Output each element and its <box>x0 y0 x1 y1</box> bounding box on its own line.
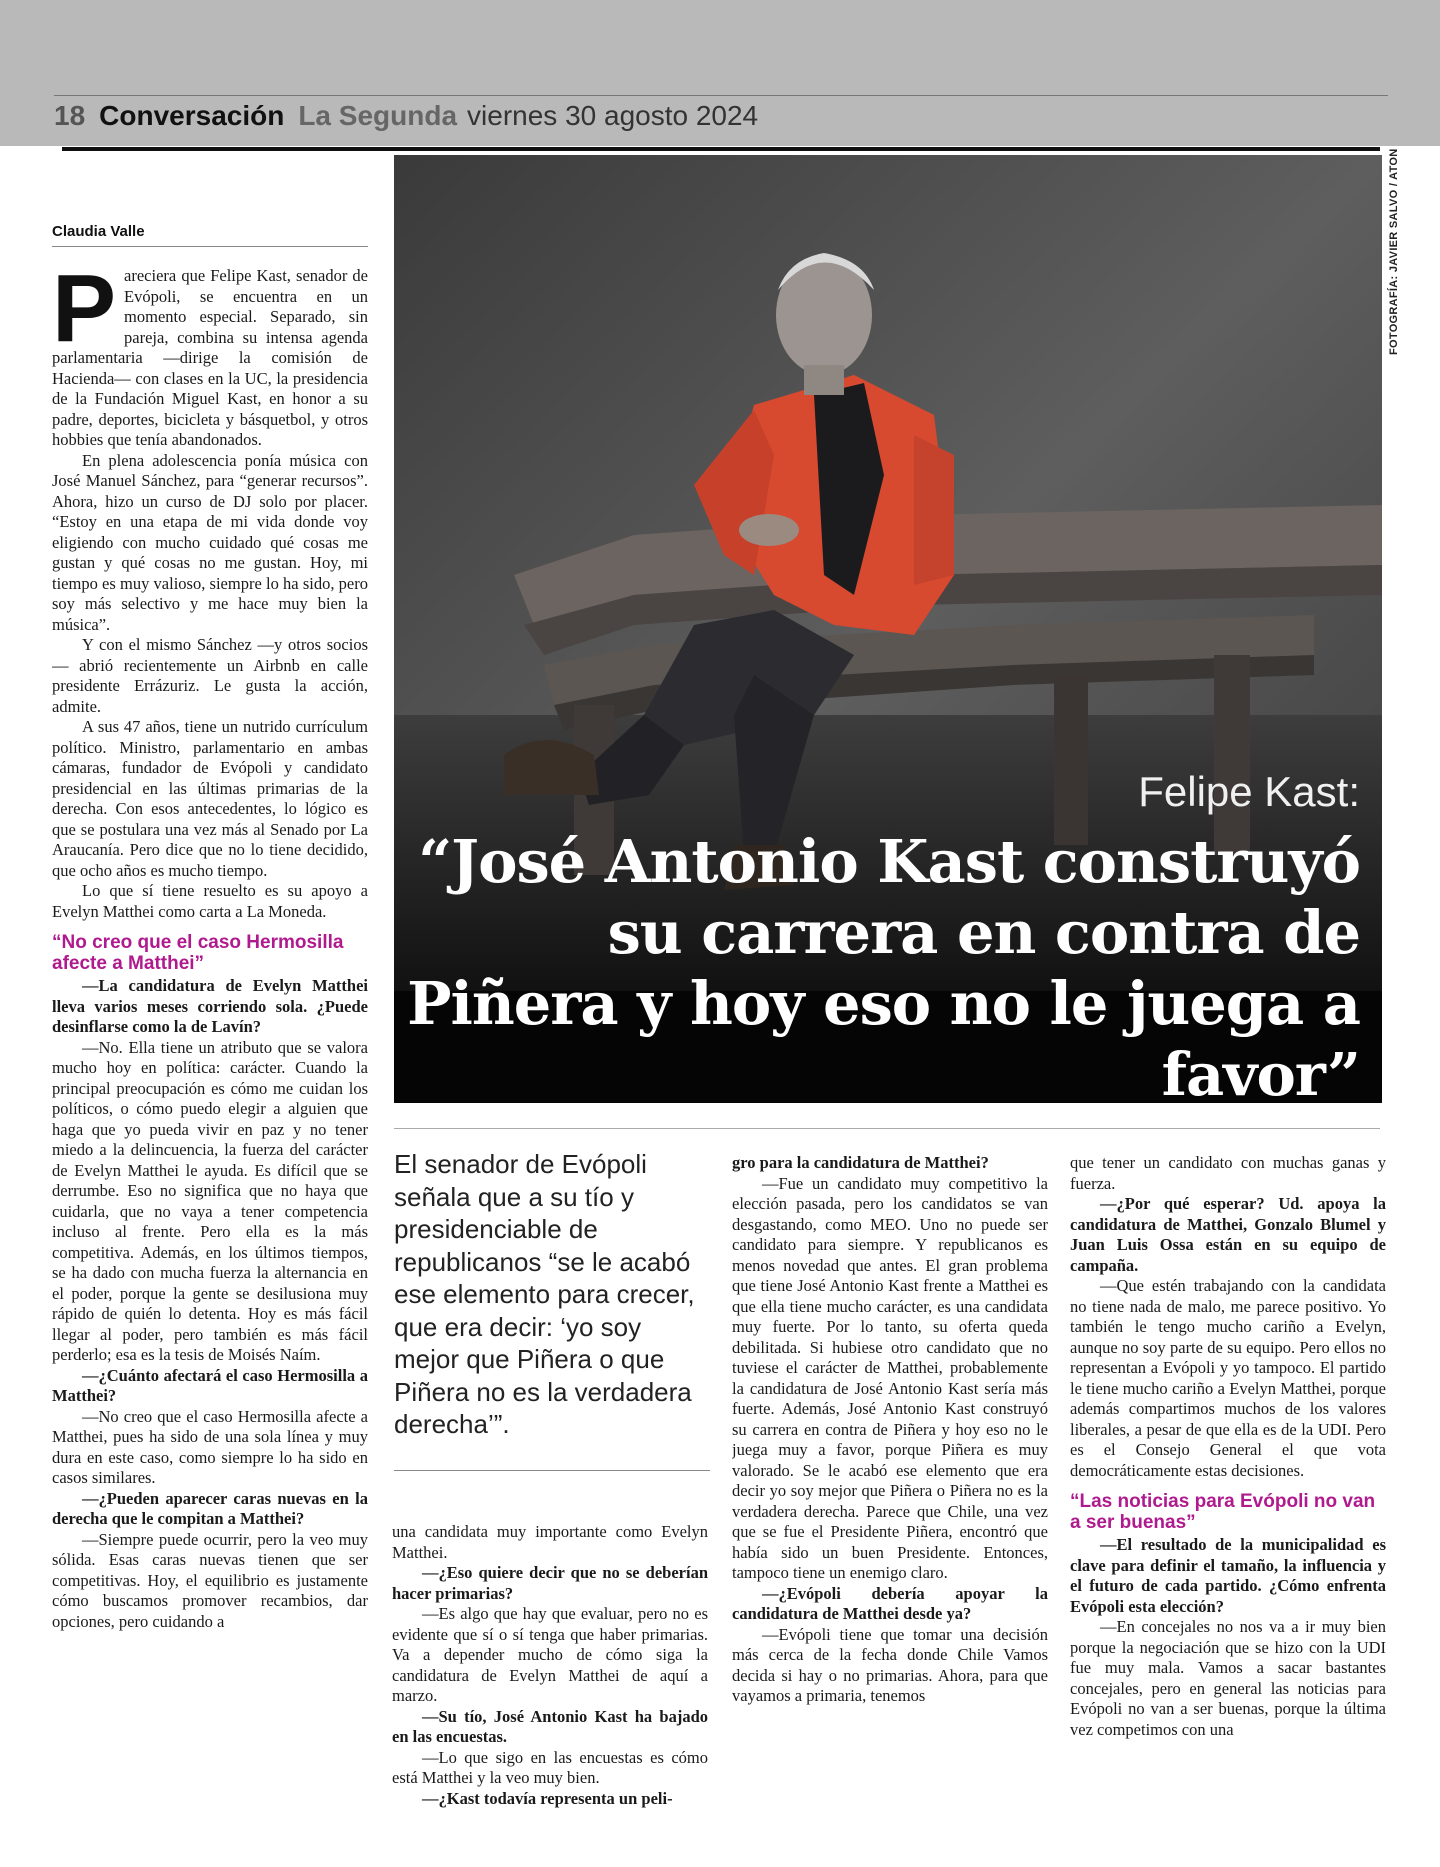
byline-rule <box>52 246 368 247</box>
interview-question: —¿Kast todavía representa un peli- <box>422 1788 673 1808</box>
interview-answer: —Evópoli tiene que tomar una decisión más cerca de la fecha donde Chile Vamos decida si hay o no primarias. Ahora, para que vayamos a primaria, tenemos <box>732 1624 1048 1705</box>
interviewee-name: Felipe Kast: <box>1138 768 1360 815</box>
column-2 <box>392 1522 708 1837</box>
newspaper-name: La Segunda <box>298 100 458 131</box>
interview-answer: —En concejales no nos va a ir muy bien porque la negociación que se hizo con la UDI fue muy mala. Vamos a sacar bastantes concejales, pero en general las noticias para Evópoli no van a ser buenas, porque la última vez competimos con una <box>1070 1617 1386 1739</box>
section-title: Conversación <box>99 100 285 131</box>
interview-answer: —Siempre puede ocurrir, pero la veo muy sólida. Esas caras nuevas tienen que ser competitivas. Hoy, el equilibrio es justamente cómo buscamos promover recambios, dar opciones, pero cuidando a <box>52 1529 368 1631</box>
body-paragraph: En plena adolescencia ponía música con José Manuel Sánchez, para “generar recursos”. Ahora, hizo un curso de DJ solo por placer. “Estoy en una etapa de mi vida donde voy eligiendo con mucho cuidado qué cosas me gustan y qué cosas no me gustan. Hoy, mi tiempo es muy valioso, siempre lo ha sido, pero soy más selectivo y me hace muy bien la música”. <box>52 450 368 634</box>
subheading: “Las noticias para Evópoli no van a ser buenas” <box>1070 1491 1376 1533</box>
header-top-rule <box>54 95 1388 96</box>
interview-question: —La candidatura de Evelyn Matthei lleva varios meses corriendo sola. ¿Puede desinflarse como la de Lavín? <box>52 976 368 1036</box>
interview-question: —Su tío, José Antonio Kast ha bajado en las encuestas. <box>392 1706 708 1746</box>
body-paragraph: Y con el mismo Sánchez —y otros socios— abrió recientemente un Airbnb en calle presidente Errázuriz. Le gusta la acción, admite. <box>52 635 368 716</box>
body-paragraph: que tener un candidato con muchas ganas y fuerza. <box>1070 1153 1386 1193</box>
lead-paragraph <box>52 266 368 451</box>
interview-question: —¿Por qué esperar? Ud. apoya la candidatura de Matthei, Gonzalo Blumel y Juan Luis Ossa están en su equipo de campaña. <box>1070 1194 1386 1275</box>
lead-text: areciera que Felipe Kast, senador de Evópoli, se encuentra en un momento especial. Separado, sin pareja, combina su intensa agenda parlamentaria —dirige la comisión de Hacienda— con clases en la UC, la presidencia de la Fundación Miguel Kast, en honor a su padre, deportes, bicicleta y básquetbol, y otros hobbies que tenía abandonados. <box>52 266 368 449</box>
pull-quote-top-rule <box>394 1128 1380 1129</box>
author-byline: Claudia Valle <box>52 223 145 240</box>
issue-date: viernes 30 agosto 2024 <box>467 100 759 131</box>
interview-question: —El resultado de la municipalidad es clave para definir el tamaño, la influencia y el futuro de cada partido. ¿Cómo enfrenta Evópoli esta elección? <box>1070 1535 1386 1616</box>
interview-answer: —Es algo que hay que evaluar, pero no es evidente que sí o sí tenga que haber primarias. Va a depender mucho de cómo siga la candidatura de Evelyn Matthei de aquí a marzo. <box>392 1604 708 1705</box>
interview-answer: —No creo que el caso Hermosilla afecte a Matthei, pues ha sido de una sola línea y muy dura en este caso, como siempre lo ha sido en casos similares. <box>52 1406 368 1487</box>
photo-credit: FOTOGRAFÍA: JAVIER SALVO / ATON <box>1388 148 1400 355</box>
column-1 <box>52 266 368 1831</box>
column-3 <box>732 1153 1048 1837</box>
interview-question: —¿Pueden aparecer caras nuevas en la derecha que le compitan a Matthei? <box>52 1488 368 1528</box>
interview-question: gro para la candidatura de Matthei? <box>732 1153 989 1172</box>
interview-answer: —Lo que sigo en las encuestas es cómo está Matthei y la veo muy bien. <box>392 1747 708 1787</box>
headline: “José Antonio Kast construyó su carrera en contra de Piñera y hoy eso no le juega a favor” <box>407 827 1360 1109</box>
interview-answer: —Fue un candidato muy competitivo la elección pasada, pero los candidatos se van desgastando, como MEO. Uno no puede ser candidato para siempre. Y republicanos es menos novedad que antes. El gran problema que tiene José Antonio Kast frente a Matthei es que ella tiene mucho carácter, es una candidata muy fuerte. Por lo tanto, su oferta queda debilitada. Si hubiese otro candidato que no tuviese el carácter de Matthei, probablemente la candidatura de José Antonio Kast sería más fuerte. Además, José Antonio Kast construyó su carrera en contra de Piñera y hoy eso no le juega muy a favor, porque Piñera es muy valorado. Se le acabó ese elemento que era decir yo soy mejor que Piñera o Piñera no es la verdadera derecha. Parece que Chile, una vez que se fue el Presidente Piñera, encontró que había sido un buen Presidente. Entonces, tampoco tiene un enemigo claro. <box>732 1173 1048 1582</box>
drop-cap: P <box>52 266 117 362</box>
interview-question: —¿Eso quiere decir que no se deberían hacer primarias? <box>392 1563 708 1603</box>
interview-answer: —No. Ella tiene un atributo que se valora mucho hoy en política: carácter. Cuando la principal preocupación es cómo me cuidan los políticos, o cómo puedo elegir a alguien que haga que yo pueda vivir en paz y no tener miedo a la delincuencia, la fuerza del carácter de Evelyn Matthei le ayuda. Es difícil que se derrumbe. Eso no significa que no haya que cuidarla, que no vaya a tener competencia incluso al frente. Pero ella es la más competitiva. Además, en los últimos tiempos, se ha dado con mucha fuerza la alternancia en el poder, porque la gente se desilusiona muy rápido de quién lo detenta. Hoy es más fácil llegar al poder, pero también es más fácil perderlo; esa es la tesis de Moisés Naím. <box>52 1037 368 1364</box>
pull-quote: El senador de Evópoli señala que a su tío y presidenciable de republicanos “se le acabó ese elemento para crecer, que era decir: ‘yo soy mejor que Piñera o que Piñera no es la verdadera derecha’”. <box>394 1149 695 1439</box>
page-number: 18 <box>54 100 86 131</box>
interview-question: —¿Evópoli debería apoyar la candidatura de Matthei desde ya? <box>732 1583 1048 1623</box>
pull-quote-bottom-rule <box>394 1470 710 1471</box>
body-paragraph: una candidata muy importante como Evelyn Matthei. <box>392 1522 708 1562</box>
header-rule <box>62 147 1380 151</box>
interview-answer: —Que estén trabajando con la candidata no tiene nada de malo, me parece positivo. Yo también le tengo mucho cariño a Evelyn, aunque no soy parte de su equipo. Pero ellos no representan a Evópoli y yo tampoco. El partido le tiene mucho cariño a Evelyn Matthei, porque además compartimos muchos de los valores liberales, a pesar de que ella es de la UDI. Pero es el Consejo General el que vota democráticamente estas decisiones. <box>1070 1276 1386 1480</box>
body-paragraph: Lo que sí tiene resuelto es su apoyo a Evelyn Matthei como carta a La Moneda. <box>52 881 368 921</box>
subheading: “No creo que el caso Hermosilla afecte a Matthei” <box>52 932 344 974</box>
interview-question: —¿Cuánto afectará el caso Hermosilla a Matthei? <box>52 1365 368 1405</box>
page-header <box>54 100 758 140</box>
body-paragraph: A sus 47 años, tiene un nutrido currículum político. Ministro, parlamentario en ambas cámaras, fundador de Evópoli y candidato presidencial en las últimas primarias de la derecha. Con esos antecedentes, lo lógico es que se postulara una vez más al Senado por La Araucanía. Pero dice que no lo tiene decidido, que ocho años es mucho tiempo. <box>52 717 368 880</box>
column-4 <box>1070 1153 1386 1837</box>
